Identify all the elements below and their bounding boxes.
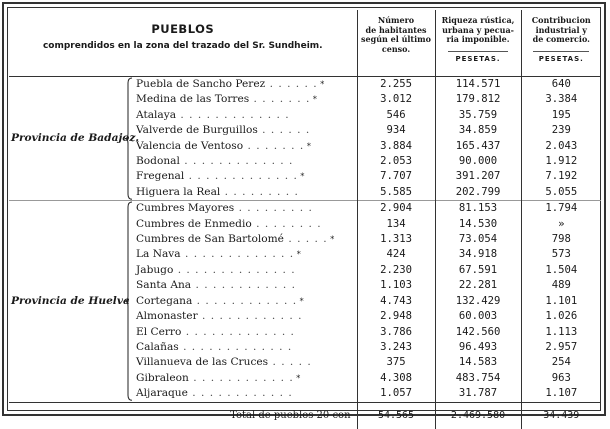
riqueza-cell: 483.754 <box>435 371 521 386</box>
contribucion-cell: 2.957 <box>521 340 601 355</box>
total-row <box>9 402 601 429</box>
pueblo-name: Atalaya <box>136 108 177 121</box>
pueblo-name-cell <box>133 232 357 247</box>
province-label: Provincia de Badajoz. <box>11 131 140 144</box>
asterisk-icon: * <box>297 172 305 182</box>
leader-dots: . . . . . . . . . . . . . <box>178 340 293 353</box>
province-label: Provincia de Huelva <box>9 201 125 402</box>
riqueza-cell: 34.918 <box>435 247 521 262</box>
pueblo-name-cell <box>133 123 357 138</box>
contribucion-cell: 1.113 <box>521 325 601 340</box>
habitantes-cell: 134 <box>357 217 435 232</box>
pueblo-name: Santa Ana <box>136 279 192 292</box>
habitantes-cell: 2.053 <box>357 154 435 169</box>
pueblo-name-cell <box>133 185 357 201</box>
pueblo-name: Cumbres Mayores <box>136 202 235 215</box>
pueblo-name-cell <box>133 386 357 402</box>
habitantes-cell: 3.786 <box>357 325 435 340</box>
contribucion-cell: 1.101 <box>521 294 601 309</box>
habitantes-cell: 2.948 <box>357 309 435 324</box>
contribucion-cell: 1.026 <box>521 309 601 324</box>
riqueza-cell: 114.571 <box>435 77 521 93</box>
asterisk-icon: * <box>310 95 317 105</box>
pueblo-name-cell <box>133 325 357 340</box>
leader-dots: . . . . . . . . . . . . . . <box>173 263 296 276</box>
pueblo-name: Higuera la Real <box>136 185 221 198</box>
riqueza-cell: 35.759 <box>435 108 521 123</box>
leader-dots: . . . . . . . . . . . . <box>191 279 296 292</box>
contribucion-cell: 640 <box>521 77 601 93</box>
contribucion-cell: 3.384 <box>521 92 601 107</box>
pueblo-name: Cumbres de Enmedio <box>136 217 252 230</box>
contribucion-cell: 489 <box>521 278 601 293</box>
habitantes-cell: 375 <box>357 355 435 370</box>
pueblo-name-cell <box>133 217 357 232</box>
header-riqueza: Riqueza rústica, urbana y pecua- ria imponible. PESETAS. <box>435 10 521 77</box>
pueblo-name-cell <box>133 278 357 293</box>
leader-dots: . . . . . . . . <box>251 217 322 230</box>
leader-dots: . . . . . . . . . . . . <box>197 310 303 323</box>
habitantes-cell: 1.313 <box>357 232 435 247</box>
pueblo-name: Bodonal <box>136 155 180 168</box>
contribucion-cell: 798 <box>521 232 601 247</box>
riqueza-cell: 391.207 <box>435 169 521 184</box>
pueblo-name-cell <box>133 294 357 309</box>
leader-dots: . . . . . . <box>257 124 311 137</box>
asterisk-icon: * <box>293 373 301 383</box>
riqueza-cell: 34.859 <box>435 123 521 138</box>
riqueza-cell: 14.583 <box>435 355 521 370</box>
pueblo-name-cell <box>133 309 357 324</box>
leader-dots: . . . . . . . . . . . . . <box>180 248 295 261</box>
riqueza-cell: 60.003 <box>435 309 521 324</box>
riqueza-cell: 67.591 <box>435 263 521 278</box>
asterisk-icon: * <box>327 235 335 245</box>
habitantes-cell: 5.585 <box>357 185 435 201</box>
pueblo-name-cell <box>133 108 357 123</box>
leader-dots: . . . . . . . . . . . . <box>192 294 298 307</box>
habitantes-cell: 7.707 <box>357 169 435 184</box>
riqueza-cell: 31.787 <box>435 386 521 402</box>
habitantes-cell: 546 <box>357 108 435 123</box>
contribucion-cell: 2.043 <box>521 139 601 154</box>
riqueza-cell: 22.281 <box>435 278 521 293</box>
asterisk-icon: * <box>297 296 304 306</box>
table-row <box>9 77 601 93</box>
pueblo-name: Villanueva de las Cruces <box>136 356 269 369</box>
habitantes-cell: 3.884 <box>357 139 435 154</box>
pueblo-name-cell <box>133 169 357 184</box>
pueblos-table <box>9 10 601 429</box>
pueblo-name: Calañas <box>136 340 179 353</box>
contribucion-cell: 7.192 <box>521 169 601 184</box>
pueblo-name-cell <box>133 263 357 278</box>
pueblo-name: Valverde de Burguillos <box>136 124 258 137</box>
leader-dots: . . . . . . . <box>243 139 305 152</box>
habitantes-cell: 3.243 <box>357 340 435 355</box>
habitantes-cell: 2.230 <box>357 263 435 278</box>
pueblo-name: Cumbres de San Bartolomé <box>136 233 284 246</box>
pueblo-name-cell <box>133 340 357 355</box>
pueblo-name: Puebla de Sancho Perez <box>136 78 266 90</box>
contribucion-cell: 963 <box>521 371 601 386</box>
habitantes-cell: 2.904 <box>357 201 435 217</box>
pueblo-name: Gibraleon <box>136 371 189 384</box>
pueblo-name-cell <box>133 92 357 107</box>
total-label: Total de pueblos 20 con <box>9 402 357 429</box>
pueblo-name-cell <box>133 139 357 154</box>
contribucion-unit: PESETAS. <box>533 51 589 65</box>
riqueza-cell: 165.437 <box>435 139 521 154</box>
riqueza-cell: 132.429 <box>435 294 521 309</box>
brace-icon <box>125 201 133 401</box>
pueblo-name: El Cerro <box>136 325 182 338</box>
contribucion-cell: 239 <box>521 123 601 138</box>
contribucion-cell: 1.794 <box>521 201 601 217</box>
header-habitantes: Número de habitantes según el último censo. <box>357 10 435 77</box>
habitantes-cell: 1.103 <box>357 278 435 293</box>
header-contribucion: Contribucion industrial y de comercio. PESETAS. <box>521 10 601 77</box>
pueblo-name: Cortegana <box>136 294 193 307</box>
contribucion-cell: 573 <box>521 247 601 262</box>
pueblo-name: La Nava <box>136 248 181 261</box>
riqueza-cell: 90.000 <box>435 154 521 169</box>
leader-dots: . . . . . <box>283 233 328 246</box>
contribucion-cell: 195 <box>521 108 601 123</box>
asterisk-icon: * <box>304 141 311 151</box>
contribucion-cell: 5.055 <box>521 185 601 201</box>
asterisk-icon: * <box>317 80 325 89</box>
asterisk-icon: * <box>294 250 301 260</box>
riqueza-cell: 14.530 <box>435 217 521 232</box>
pueblo-name: Fregenal <box>136 170 185 183</box>
pueblo-name-cell <box>133 247 357 262</box>
pueblo-name: Almonaster <box>136 310 198 323</box>
leader-dots: . . . . . . . . . <box>220 185 299 198</box>
total-riqueza: 2.469.580 <box>435 402 521 429</box>
habitantes-cell: 424 <box>357 247 435 262</box>
riqueza-cell: 142.560 <box>435 325 521 340</box>
pueblo-name-cell <box>133 201 357 217</box>
brace-icon <box>125 77 133 200</box>
leader-dots: . . . . . <box>268 356 312 369</box>
province-brace <box>125 77 133 201</box>
leader-dots: . . . . . . . . . <box>234 202 313 215</box>
riqueza-cell: 96.493 <box>435 340 521 355</box>
pueblo-name-cell <box>133 371 357 386</box>
habitantes-cell: 1.057 <box>357 386 435 402</box>
pueblo-name: Valencia de Ventoso <box>136 139 244 152</box>
habitantes-cell: 2.255 <box>357 77 435 93</box>
header-pueblos <box>9 10 357 77</box>
habitantes-cell: 4.743 <box>357 294 435 309</box>
leader-dots: . . . . . . . . . . . . <box>188 371 294 384</box>
habitantes-cell: 934 <box>357 123 435 138</box>
leader-dots: . . . . . . . <box>249 93 311 106</box>
pueblo-name-cell <box>133 154 357 169</box>
riqueza-unit: PESETAS. <box>448 51 508 65</box>
leader-dots: . . . . . . . . . . . . . <box>184 170 298 183</box>
province-brace <box>125 201 133 402</box>
total-contribucion: 34.439 <box>521 402 601 429</box>
contribucion-cell: 254 <box>521 355 601 370</box>
leader-dots: . . . . . . . . . . . . . <box>176 108 290 121</box>
leader-dots: . . . . . . <box>265 78 318 90</box>
contribucion-cell: 1.107 <box>521 386 601 402</box>
contribucion-cell: 1.912 <box>521 154 601 169</box>
contribucion-cell: » <box>521 217 601 232</box>
pueblo-name-cell <box>133 77 357 93</box>
pueblo-name: Aljaraque <box>136 387 188 400</box>
pueblo-name-cell <box>133 355 357 370</box>
leader-dots: . . . . . . . . . . . . . <box>179 155 294 168</box>
riqueza-cell: 179.812 <box>435 92 521 107</box>
riqueza-cell: 81.153 <box>435 201 521 217</box>
leader-dots: . . . . . . . . . . . . . <box>181 325 295 338</box>
habitantes-cell: 3.012 <box>357 92 435 107</box>
pueblo-name: Jabugo <box>136 263 174 276</box>
header-subtitle: comprendidos en la zona del trazado del Sr. Sundheim. <box>42 41 323 51</box>
total-habitantes: 54.565 <box>357 402 435 429</box>
riqueza-cell: 73.054 <box>435 232 521 247</box>
habitantes-cell: 4.308 <box>357 371 435 386</box>
riqueza-cell: 202.799 <box>435 185 521 201</box>
contribucion-cell: 1.504 <box>521 263 601 278</box>
leader-dots: . . . . . . . . . . . . <box>187 387 293 400</box>
pueblo-name: Medina de las Torres <box>136 93 250 106</box>
header-title: PUEBLOS <box>151 22 215 36</box>
table-row <box>9 201 601 217</box>
